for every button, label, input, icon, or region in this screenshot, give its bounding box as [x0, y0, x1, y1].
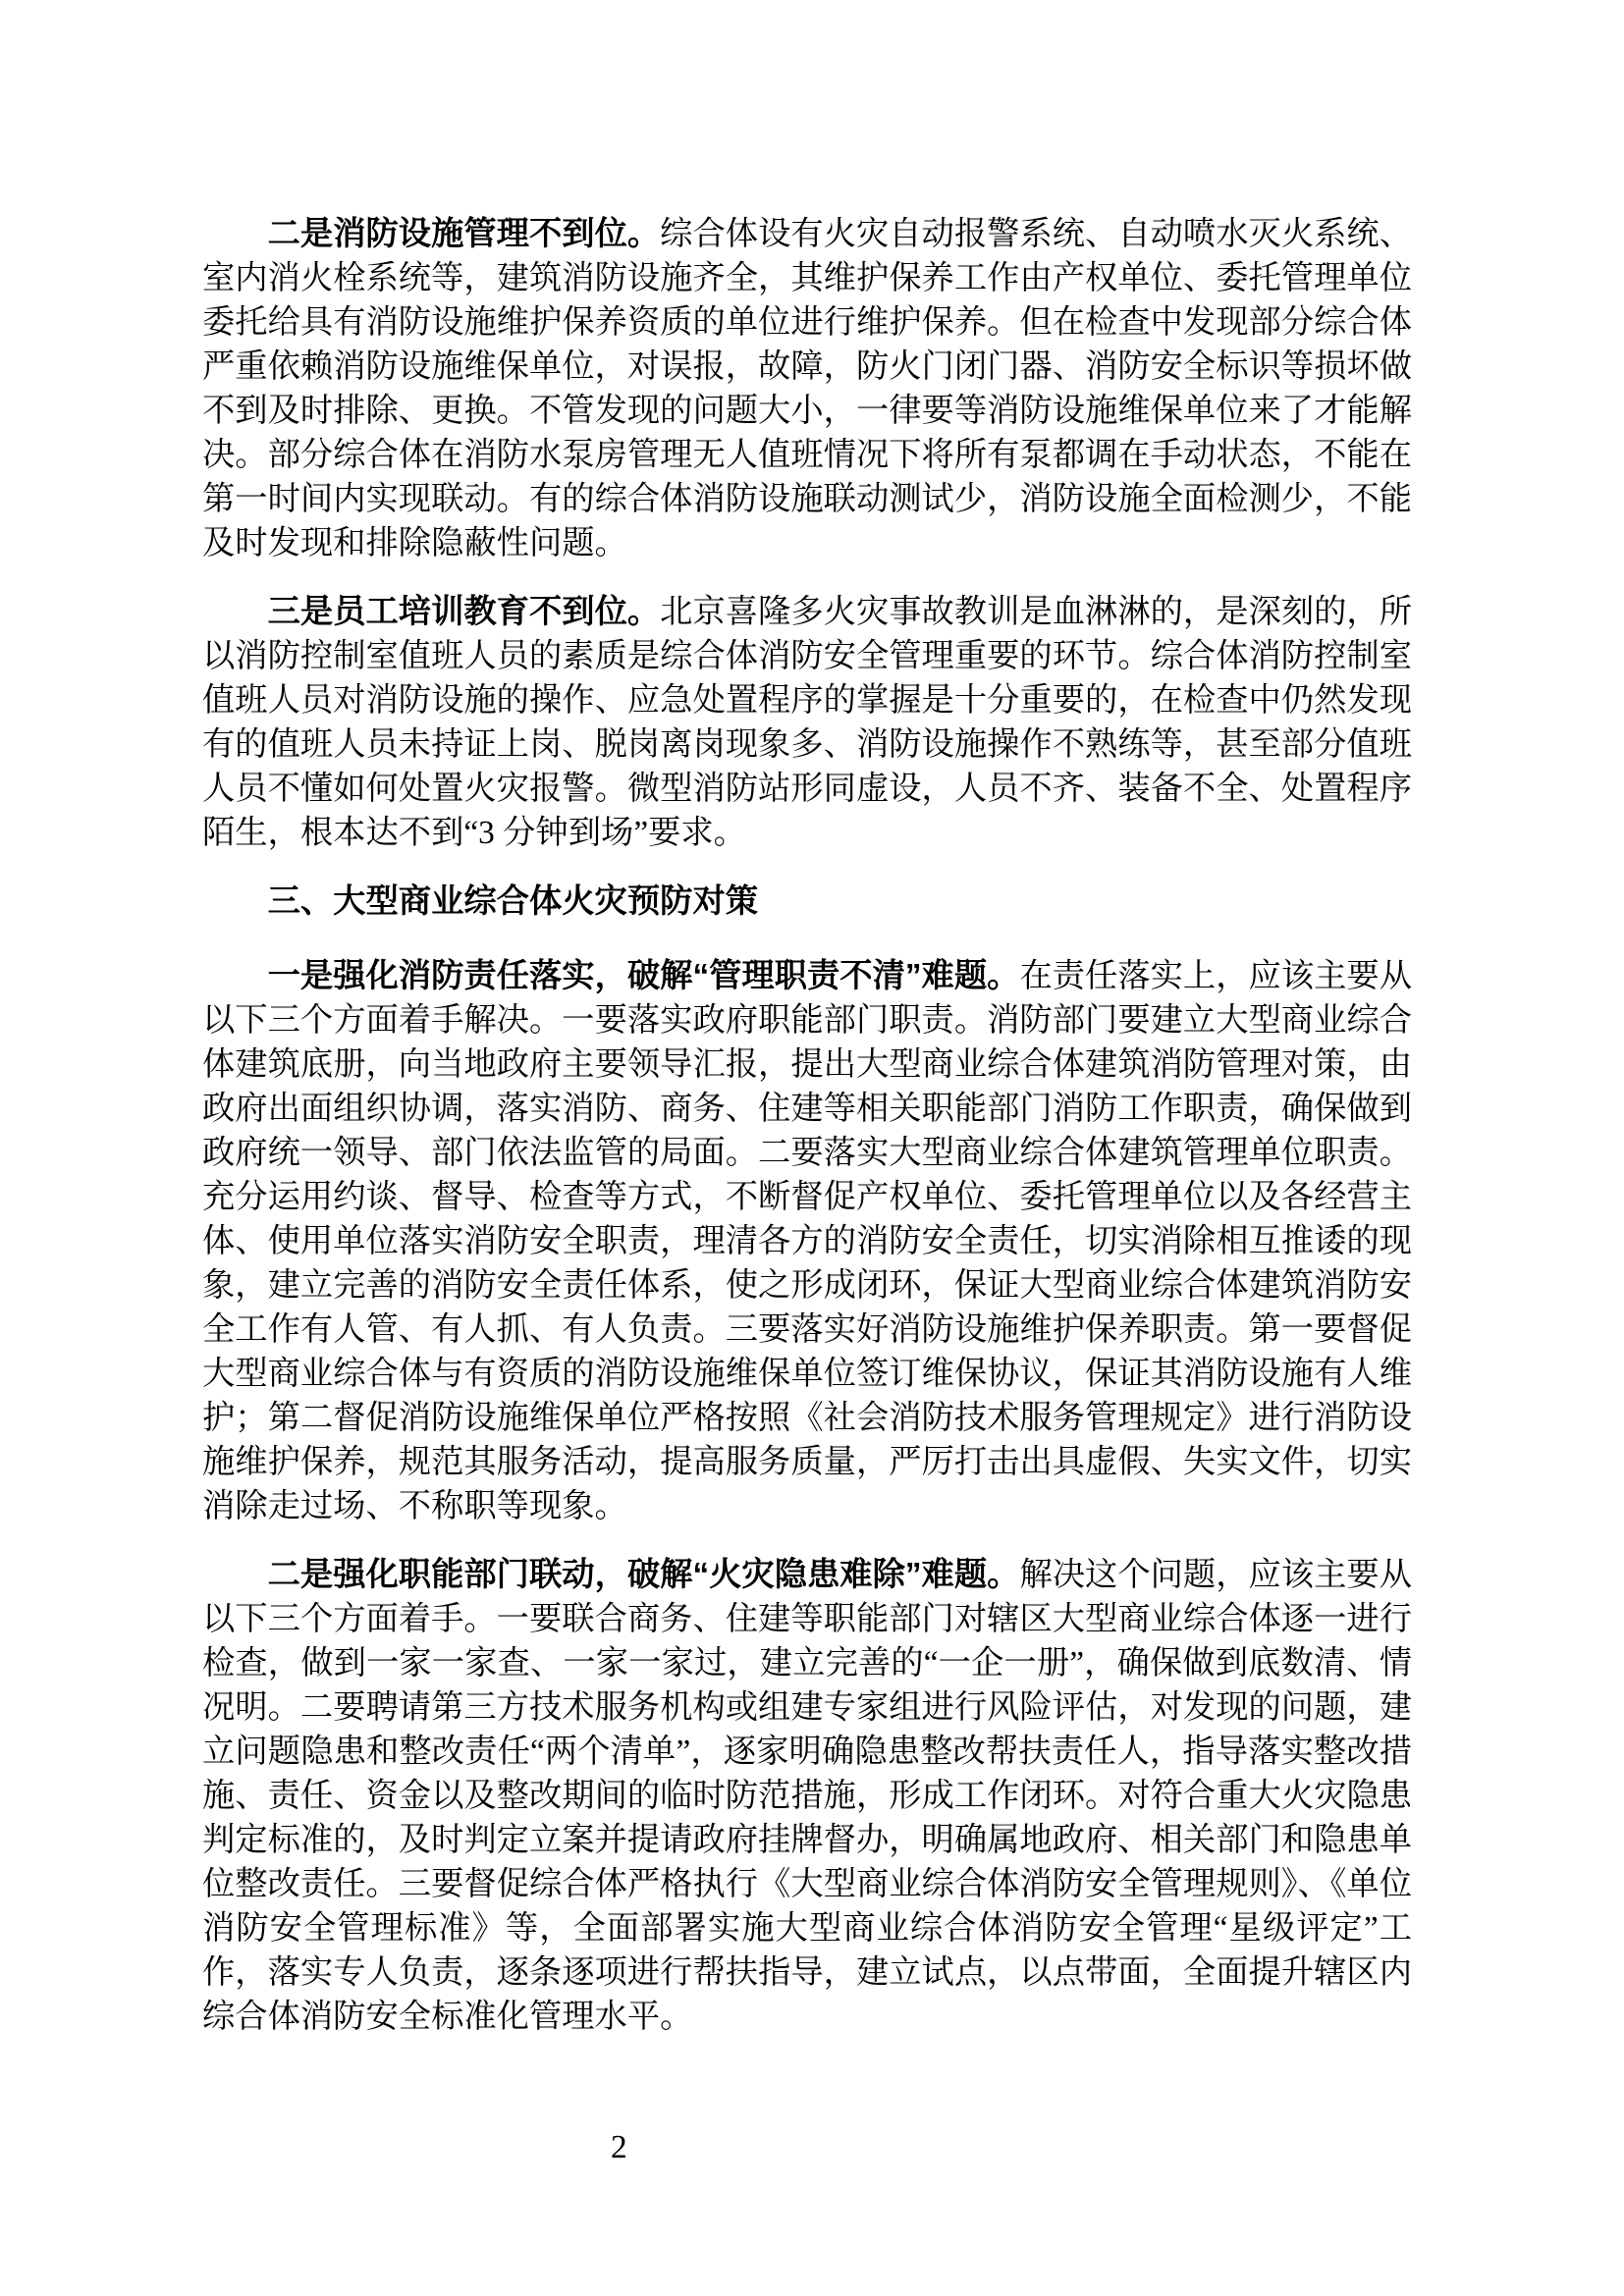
document-body — [202, 212, 1412, 2063]
paragraph-body: 综合体设有火灾自动报警系统、自动喷水灭火系统、室内消火栓系统等，建筑消防设施齐全，其维护保养工作由产权单位、委托管理单位委托给具有消防设施维护保养资质的单位进行维护保养。但在检查中发现部分综合体严重依赖消防设施维保单位，对误报，故障，防火门闭门器、消防安全标识等损坏做不到及时排除、更换。不管发现的问题大小，一律要等消防设施维保单位来了才能解决。部分综合体在消防水泵房管理无人值班情况下将所有泵都调在手动状态，不能在第一时间内实现联动。有的综合体消防设施联动测试少，消防设施全面检测少，不能及时发现和排除隐蔽性问题。 — [202, 216, 1413, 561]
paragraph-lead: 一是强化消防责任落实，破解“管理职责不清”难题。 — [267, 958, 1020, 994]
section-heading: 三、大型商业综合体火灾预防对策 — [267, 883, 759, 920]
paragraph — [202, 590, 1412, 855]
paragraph-body: 在责任落实上，应该主要从以下三个方面着手解决。一要落实政府职能部门职责。消防部门要建立大型商业综合体建筑底册，向当地政府主要领导汇报，提出大型商业综合体建筑消防管理对策，由政府出面组织协调，落实消防、商务、住建等相关职能部门消防工作职责，确保做到政府统一领导、部门依法监管的局面。二要落实大型商业综合体建筑管理单位职责。充分运用约谈、督导、检查等方式，不断督促产权单位、委托管理单位以及各经营主体、使用单位落实消防安全职责，理清各方的消防安全责任，切实消除相互推诿的现象，建立完善的消防安全责任体系，使之形成闭环，保证大型商业综合体建筑消防安全工作有人管、有人抓、有人负责。三要落实好消防设施维护保养职责。第一要督促大型商业综合体与有资质的消防设施维保单位签订维保协议，保证其消防设施有人维护；第二督促消防设施维保单位严格按照《社会消防技术服务管理规定》进行消防设施维护保养，规范其服务活动，提高服务质量，严厉打击出具虚假、失实文件，切实消除走过场、不称职等现象。 — [202, 958, 1413, 1524]
paragraph-body: 解决这个问题，应该主要从以下三个方面着手。一要联合商务、住建等职能部门对辖区大型商业综合体逐一进行检查，做到一家一家查、一家一家过，建立完善的“一企一册”，确保做到底数清、情况明。二要聘请第三方技术服务机构或组建专家组进行风险评估，对发现的问题，建立问题隐患和整改责任“两个清单”，逐家明确隐患整改帮扶责任人，指导落实整改措施、责任、资金以及整改期间的临时防范措施，形成工作闭环。对符合重大火灾隐患判定标准的，及时判定立案并提请政府挂牌督办，明确属地政府、相关部门和隐患单位整改责任。三要督促综合体严格执行《大型商业综合体消防安全管理规则》、《单位消防安全管理标准》等，全面部署实施大型商业综合体消防安全管理“星级评定”工作，落实专人负责，逐条逐项进行帮扶指导，建立试点，以点带面，全面提升辖区内综合体消防安全标准化管理水平。 — [202, 1557, 1413, 2035]
page-number: 2 — [611, 2129, 627, 2165]
paragraph — [202, 1553, 1412, 2039]
paragraph-body: 北京喜隆多火灾事故教训是血淋淋的，是深刻的，所以消防控制室值班人员的素质是综合体消防安全管理重要的环节。综合体消防控制室值班人员对消防设施的操作、应急处置程序的掌握是十分重要的，在检查中仍然发现有的值班人员未持证上岗、脱岗离岗现象多、消防设施操作不熟练等，甚至部分值班人员不懂如何处置火灾报警。微型消防站形同虚设，人员不齐、装备不全、处置程序陌生，根本达不到“3 分钟到场”要求。 — [202, 594, 1413, 851]
paragraph-lead: 三是员工培训教育不到位。 — [267, 594, 661, 630]
paragraph — [202, 212, 1412, 565]
paragraph-lead: 二是消防设施管理不到位。 — [267, 216, 661, 252]
paragraph — [202, 954, 1412, 1528]
paragraph-lead: 二是强化职能部门联动，破解“火灾隐患难除”难题。 — [267, 1557, 1020, 1593]
